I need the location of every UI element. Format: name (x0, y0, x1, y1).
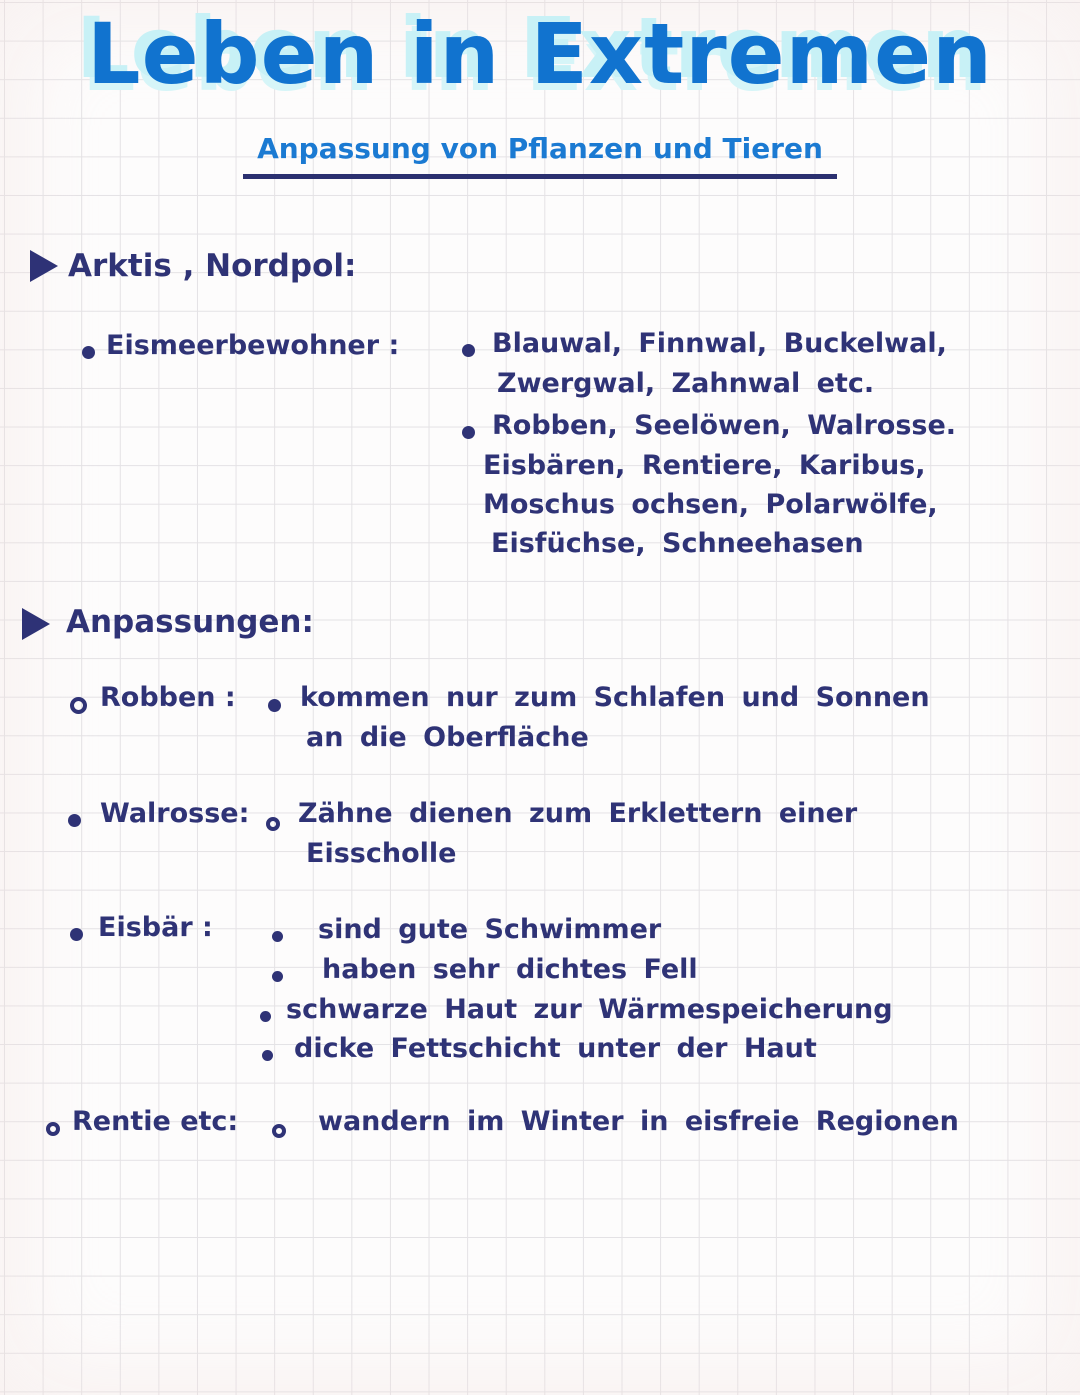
entry-line: dicke Fettschicht unter der Haut (294, 1033, 817, 1064)
animal-list-line: Zwergwal, Zahnwal etc. (497, 368, 875, 399)
section-arrow-icon (22, 608, 50, 640)
bullet-dot-icon (262, 1050, 273, 1061)
animal-list-line: Eisbären, Rentiere, Karibus, (483, 450, 926, 481)
entry-label-rentie: Rentie etc: (72, 1106, 239, 1137)
bullet-dot-icon (272, 971, 283, 982)
page-subtitle: Anpassung von Pflanzen und Tieren (243, 132, 837, 179)
bullet-dot-icon (462, 344, 475, 357)
animal-list-line: Robben, Seelöwen, Walrosse. (492, 410, 957, 441)
animal-list-line: Blauwal, Finnwal, Buckelwal, (492, 328, 947, 359)
section-arrow-icon (30, 250, 58, 282)
bullet-dot-icon (268, 699, 281, 712)
bullet-ring-icon (46, 1122, 60, 1136)
entry-line: Eisscholle (306, 838, 457, 869)
entry-line: haben sehr dichtes Fell (322, 954, 698, 985)
entry-line: sind gute Schwimmer (318, 914, 662, 945)
bullet-dot-icon (272, 931, 283, 942)
bullet-dot-icon (68, 814, 81, 827)
bullet-dot-icon (462, 426, 475, 439)
entry-line: wandern im Winter in eisfreie Regionen (318, 1106, 959, 1137)
entry-label-eisbaer: Eisbär : (98, 912, 213, 943)
animal-list-line: Moschus ochsen, Polarwölfe, (483, 489, 938, 520)
bullet-ring-icon (272, 1124, 286, 1138)
bullet-dot-icon (70, 928, 83, 941)
entry-line: an die Oberfläche (306, 722, 589, 753)
entry-line: kommen nur zum Schlafen und Sonnen (300, 682, 930, 713)
bullet-ring-icon (70, 697, 87, 714)
animal-list-line: Eisfüchse, Schneehasen (491, 528, 864, 559)
bullet-dot-icon (260, 1011, 271, 1022)
section-heading-anpassungen: Anpassungen: (66, 604, 314, 640)
bullet-ring-icon (266, 817, 280, 831)
eismeerbewohner-label: Eismeerbewohner : (106, 330, 400, 361)
entry-label-robben: Robben : (100, 682, 236, 713)
entry-line: schwarze Haut zur Wärmespeicherung (286, 994, 893, 1025)
page-title: Leben in Extremen (87, 5, 993, 103)
entry-label-walrosse: Walrosse: (100, 798, 250, 829)
page-subtitle-row (0, 132, 1080, 179)
entry-line: Zähne dienen zum Erklettern einer (298, 798, 858, 829)
section-heading-arktis: Arktis , Nordpol: (68, 248, 357, 284)
bullet-dot-icon (82, 346, 95, 359)
